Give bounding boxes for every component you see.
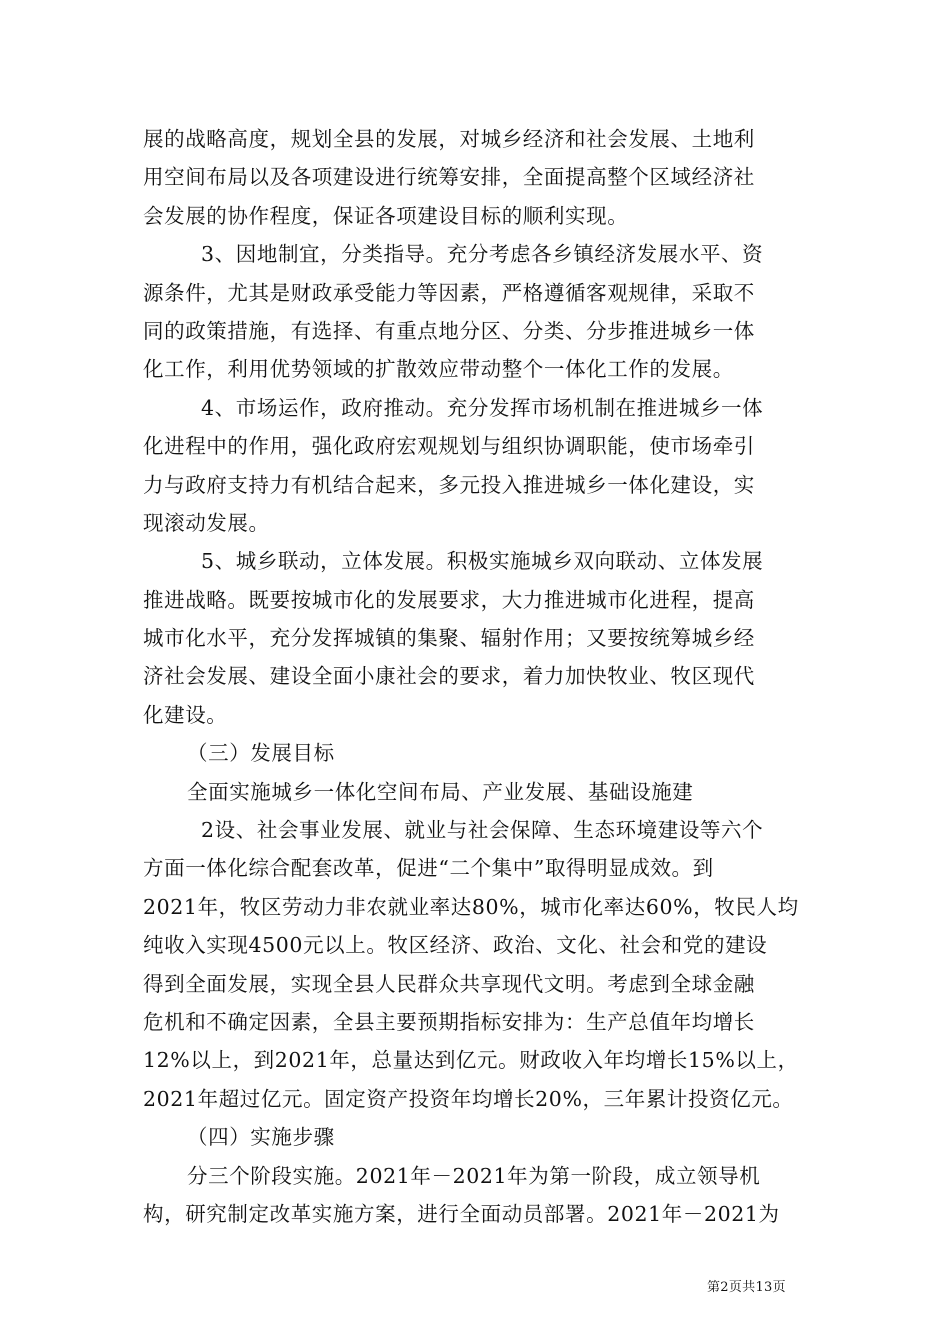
- text-line: 同的政策措施，有选择、有重点地分区、分类、分步推进城乡一体: [143, 318, 755, 343]
- text-line: 城市化水平，充分发挥城镇的集聚、辐射作用；又要按统筹城乡经: [143, 626, 755, 651]
- page-number-footer: 第2页共13页: [707, 1280, 786, 1295]
- text-line: 化进程中的作用，强化政府宏观规划与组织协调职能，使市场牵引: [143, 434, 755, 459]
- text-line: 3、因地制宜，分类指导。充分考虑各乡镇经济发展水平、资: [201, 242, 764, 267]
- text-line: 推进战略。既要按城市化的发展要求，大力推进城市化进程，提高: [143, 587, 755, 612]
- text-line: 化工作，利用优势领域的扩散效应带动整个一体化工作的发展。: [143, 357, 734, 382]
- text-line: 4、市场运作，政府推动。充分发挥市场机制在推进城乡一体: [201, 395, 764, 420]
- text-line: 源条件，尤其是财政承受能力等因素，严格遵循客观规律，采取不: [143, 280, 755, 305]
- text-line: 危机和不确定因素，全县主要预期指标安排为：生产总值年均增长: [143, 1009, 755, 1034]
- text-line: 2021年，牧区劳动力非农就业率达80%，城市化率达60%，牧民人均: [143, 894, 799, 919]
- text-line: 全面实施城乡一体化空间布局、产业发展、基础设施建: [187, 779, 694, 804]
- document-body: [143, 120, 811, 1233]
- text-line: （四）实施步骤: [187, 1125, 335, 1150]
- text-line: （三）发展目标: [187, 741, 335, 766]
- text-line: 构，研究制定改革实施方案，进行全面动员部署。2021年－2021为: [143, 1201, 780, 1226]
- text-line: 展的战略高度，规划全县的发展，对城乡经济和社会发展、土地利: [143, 127, 755, 151]
- text-line: 2设、社会事业发展、就业与社会保障、生态环境建设等六个: [201, 818, 764, 843]
- text-line: 用空间布局以及各项建设进行统筹安排，全面提高整个区域经济社: [143, 165, 755, 190]
- text-line: 得到全面发展，实现全县人民群众共享现代文明。考虑到全球金融: [143, 971, 755, 996]
- text-line: 现滚动发展。: [143, 510, 270, 535]
- text-line: 2021年超过亿元。固定资产投资年均增长20%，三年累计投资亿元。: [143, 1086, 794, 1111]
- text-line: 12%以上，到2021年，总量达到亿元。财政收入年均增长15%以上，: [143, 1048, 799, 1073]
- text-line: 力与政府支持力有机结合起来，多元投入推进城乡一体化建设，实: [143, 472, 755, 497]
- text-line: 分三个阶段实施。2021年－2021年为第一阶段，成立领导机: [187, 1163, 761, 1188]
- text-line: 会发展的协作程度，保证各项建设目标的顺利实现。: [143, 203, 629, 228]
- text-line: 5、城乡联动，立体发展。积极实施城乡双向联动、立体发展: [201, 549, 764, 574]
- text-line: 化建设。: [143, 702, 228, 727]
- text-line: 纯收入实现4500元以上。牧区经济、政治、文化、社会和党的建设: [143, 933, 768, 958]
- text-line: 济社会发展、建设全面小康社会的要求，着力加快牧业、牧区现代: [143, 664, 755, 689]
- text-line: 方面一体化综合配套改革，促进“二个集中”取得明显成效。到: [143, 856, 714, 881]
